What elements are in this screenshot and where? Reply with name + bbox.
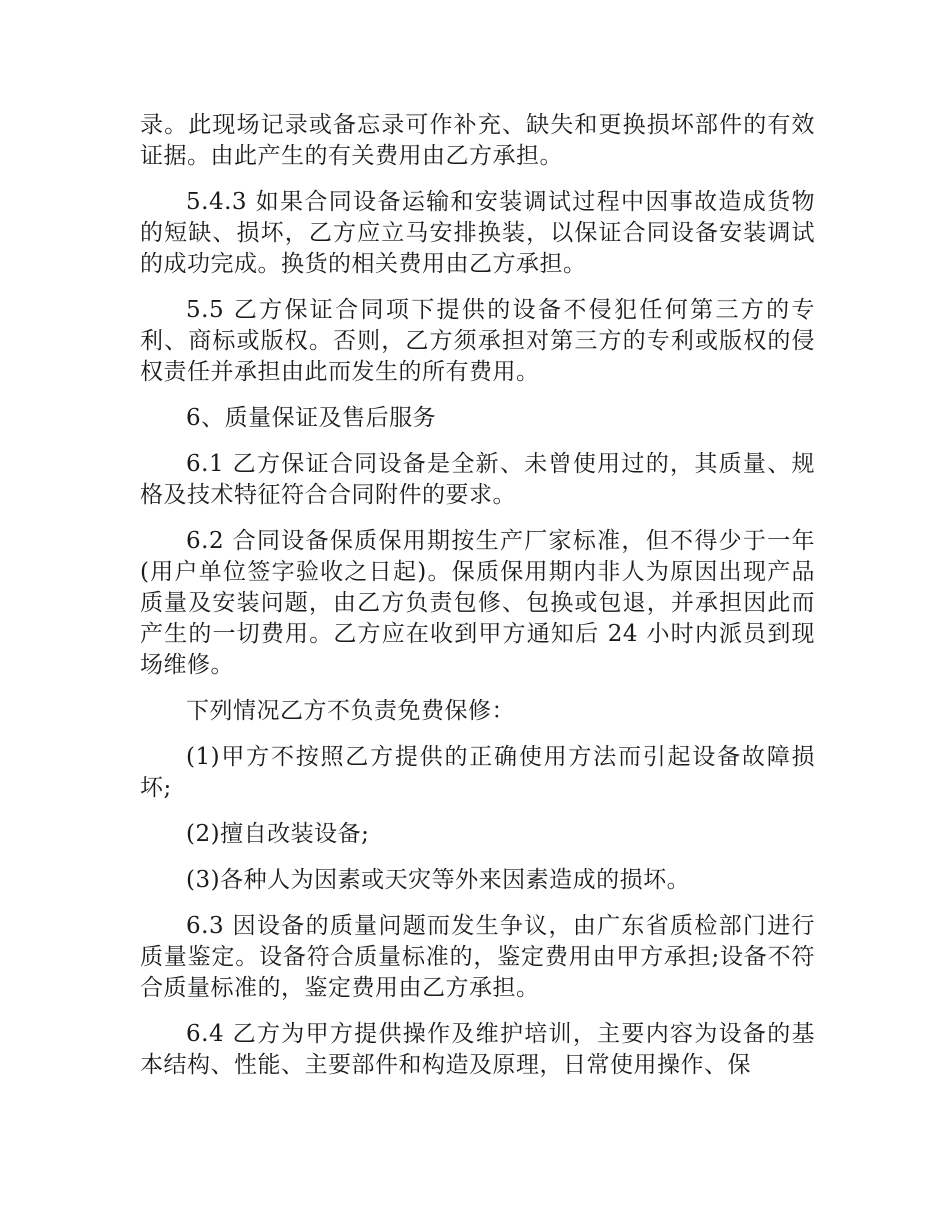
list-item-2: (2)擅自改装设备;: [186, 821, 370, 847]
paragraph-5-4-3: 5.4.3 如果合同设备运输和安装调试过程中因事故造成货物的短缺、损坏，乙方应立马安排换装，以保证合同设备安装调试的成功完成。换货的相关费用由乙方承担。: [140, 189, 815, 277]
list-item-1: (1)甲方不按照乙方提供的正确使用方法而引起设备故障损坏;: [140, 744, 815, 801]
paragraph-6-3: 6.3 因设备的质量问题而发生争议，由广东省质检部门进行质量鉴定。设备符合质量标准的，鉴定费用由甲方承担;设备不符合质量标准的，鉴定费用由乙方承担。: [140, 913, 815, 1001]
document-page: [140, 110, 815, 1096]
section-heading-6: 6、质量保证及售后服务: [186, 405, 437, 431]
list-item-3: (3)各种人为因素或天灾等外来因素造成的损坏。: [186, 867, 691, 893]
paragraph-continuation: 录。此现场记录或备忘录可作补充、缺失和更换损坏部件的有效证据。由此产生的有关费用由乙方承担。: [140, 112, 815, 169]
paragraph-exclusions-intro: 下列情况乙方不负责免费保修：: [186, 698, 515, 724]
paragraph-6-4: 6.4 乙方为甲方提供操作及维护培训，主要内容为设备的基本结构、性能、主要部件和构造及原理，日常使用操作、保: [140, 1021, 815, 1078]
paragraph-5-5: 5.5 乙方保证合同项下提供的设备不侵犯任何第三方的专利、商标或版权。否则，乙方须承担对第三方的专利或版权的侵权责任并承担由此而发生的所有费用。: [140, 297, 815, 385]
paragraph-6-1: 6.1 乙方保证合同设备是全新、未曾使用过的，其质量、规格及技术特征符合合同附件的要求。: [140, 451, 815, 508]
paragraph-6-2: 6.2 合同设备保质保用期按生产厂家标准，但不得少于一年(用户单位签字验收之日起)。保质保用期内非人为原因出现产品质量及安装问题，由乙方负责包修、包换或包退，并承担因此而产生的一切费用。乙方应在收到甲方通知后 24 小时内派员到现场维修。: [140, 528, 815, 678]
